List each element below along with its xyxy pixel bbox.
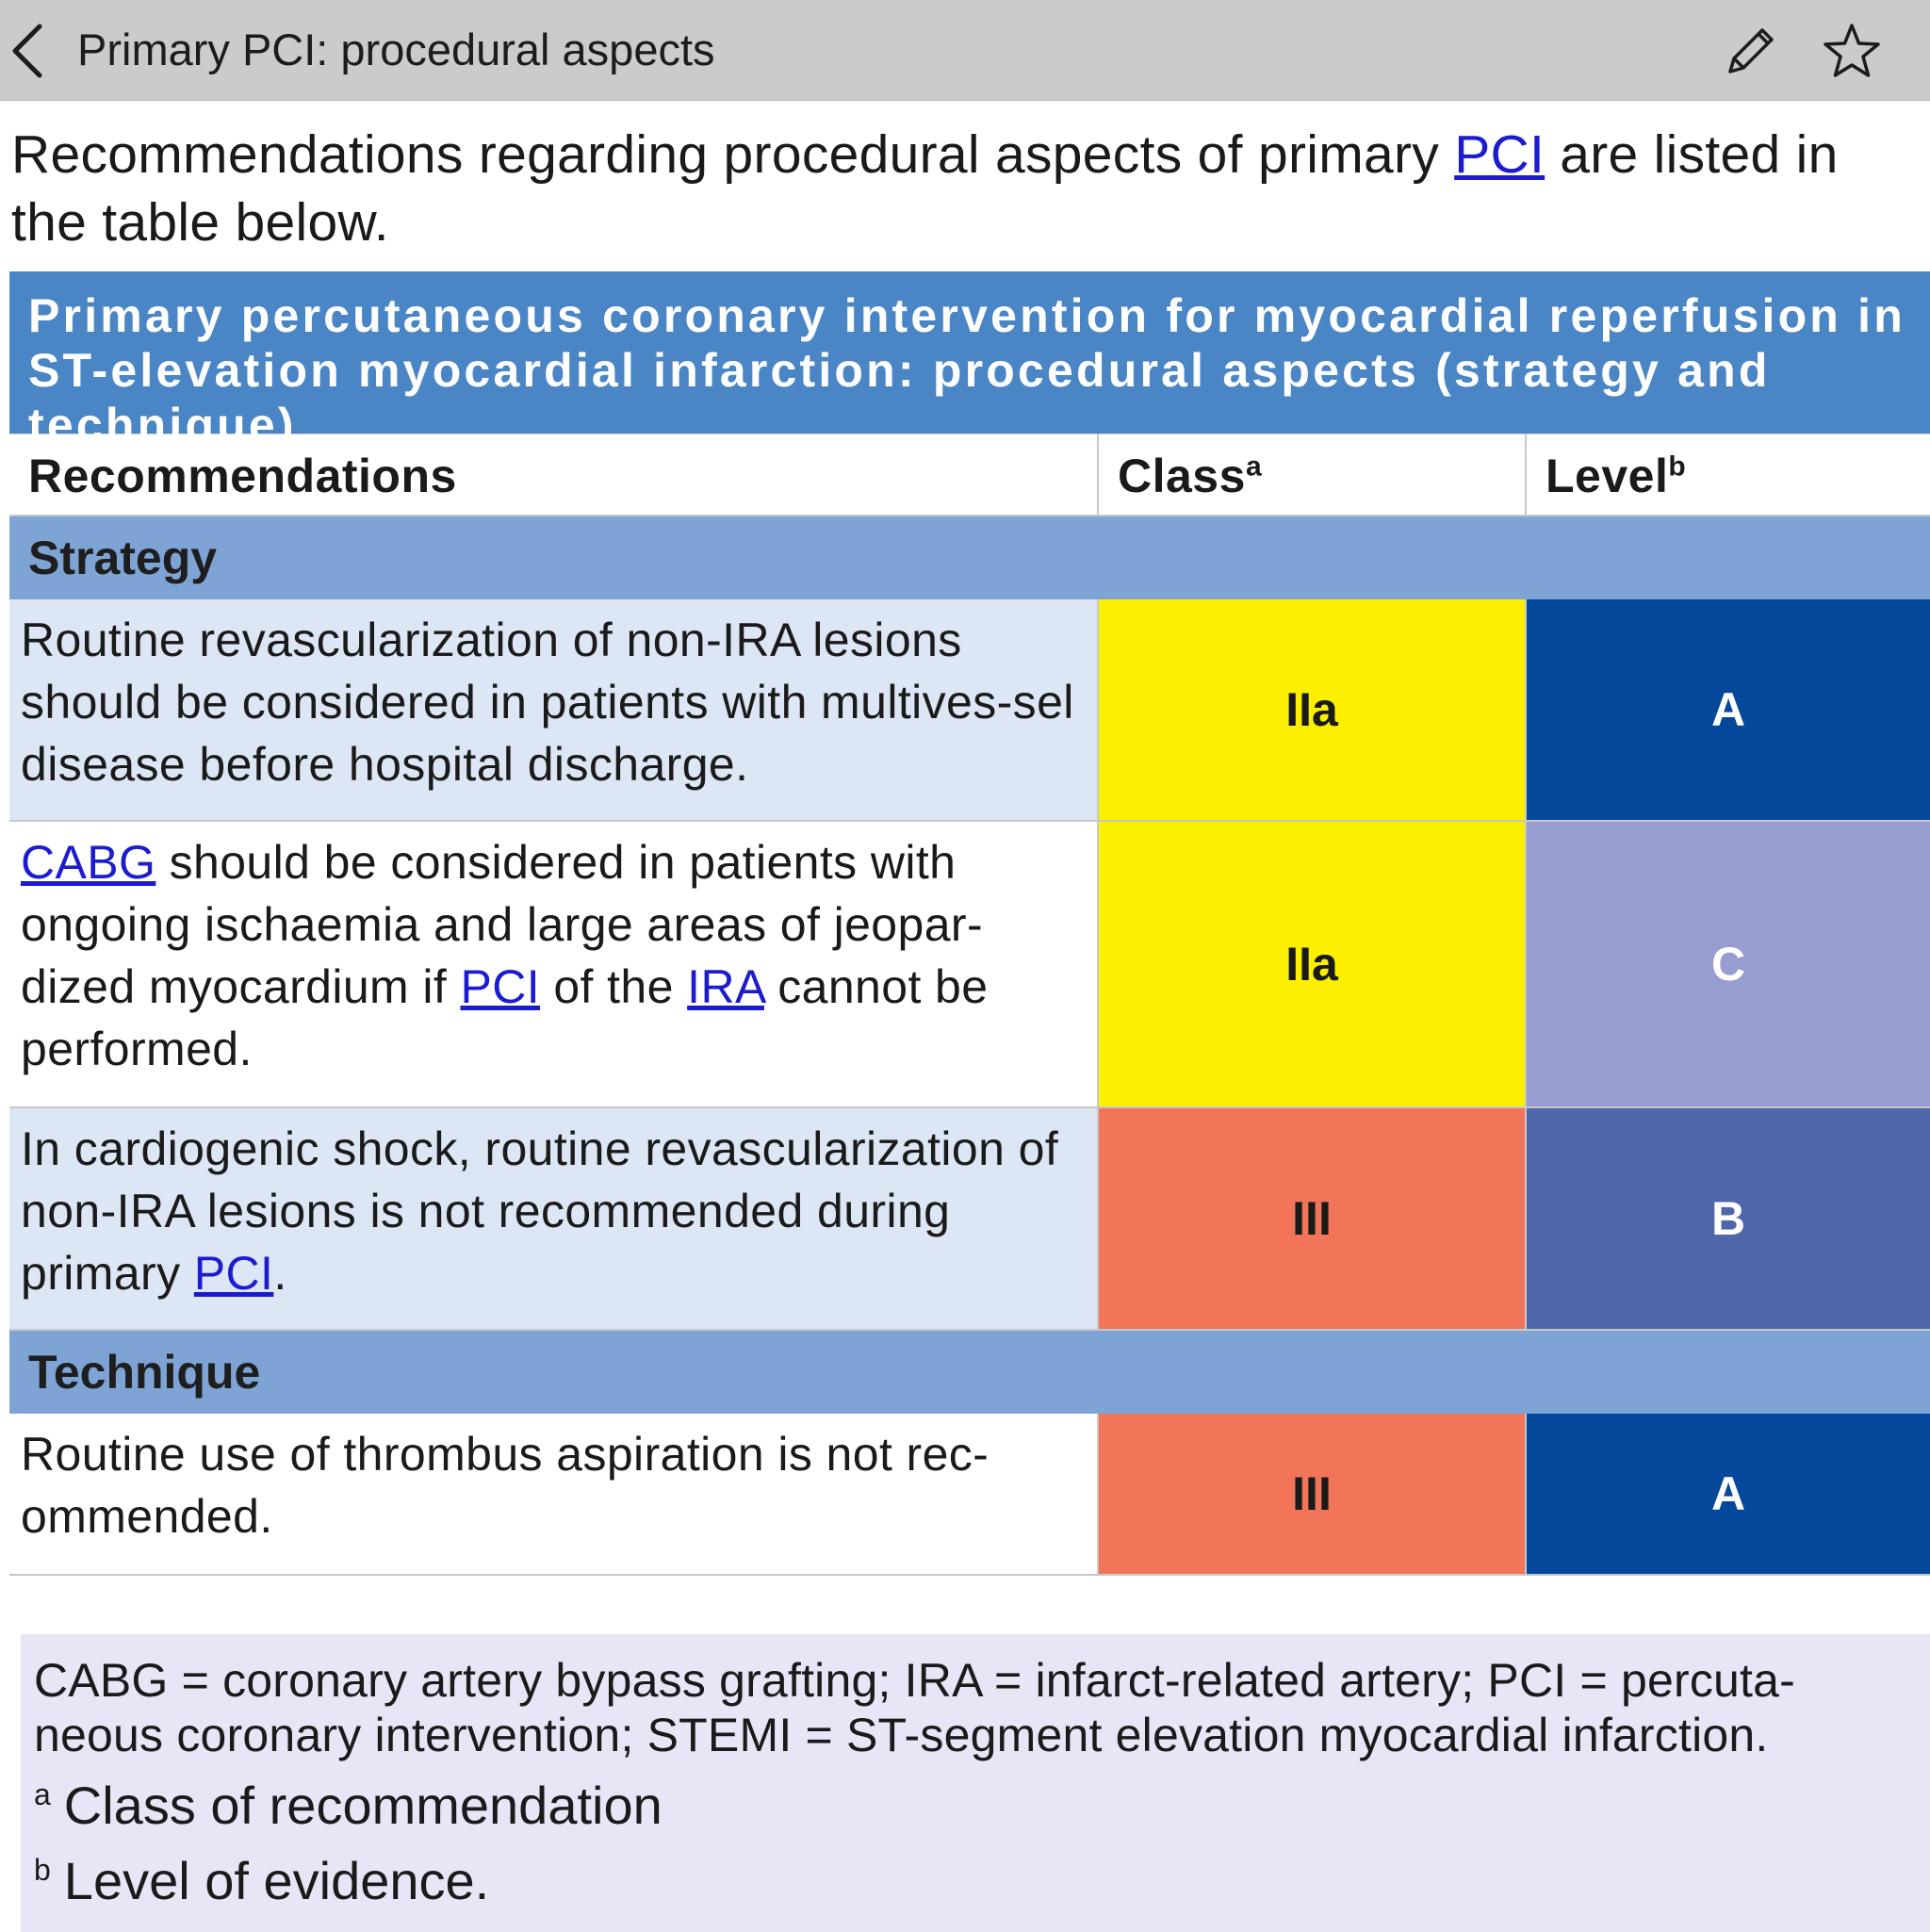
pci-link[interactable]: PCI [1454,124,1546,185]
pencil-icon[interactable] [1721,23,1779,81]
footnote-mark: a [34,1777,51,1812]
table-row [9,599,1930,822]
recommendation-text: Routine use of thrombus aspiration is not rec-ommended. [21,1428,990,1543]
intro-text-end: are listed in the table below. [11,124,1839,253]
section-strategy: Strategy [9,516,1930,599]
ira-link[interactable]: IRA [687,960,764,1013]
recommendation-text-part: cannot be performed. [21,960,989,1075]
level-badge: C [1525,822,1930,1106]
footnote-mark: b [34,1853,51,1888]
section-technique: Technique [9,1331,1930,1414]
cabg-link[interactable]: CABG [21,836,156,889]
footnote-level [34,1843,1915,1919]
intro-text: Recommendations regarding procedural aspects of primary [11,124,1455,185]
table-header-row [9,434,1930,516]
header-recommendations: Recommendations [28,450,457,502]
abbreviations-note: CABG = coronary artery bypass grafting; IRA = infarct-related artery; PCI = percuta-neous coronary intervention; STEMI = ST-segment elevation myocardial infarction. [34,1654,1795,1761]
star-icon[interactable] [1821,21,1883,83]
navigation-bar [0,0,1930,101]
recommendation-text: Routine revascularization of non-IRA lesions should be considered in patients with multives-sel disease before hospital discharge. [21,614,1074,791]
recommendation-text [9,1108,1097,1329]
recommendation-text-part: should be considered in patients with ongoing ischaemia and large areas of jeopar-dized myocardium if [21,836,984,1013]
header-class-footnote-mark: a [1245,450,1263,483]
footnote-text: Class of recommendation [63,1776,662,1835]
footnote-class [34,1768,1915,1843]
table-title: Primary percutaneous coronary intervention for myocardial reperfusion in ST-elevation myocardial infarction: procedural aspects (strategy and technique) [9,271,1930,434]
class-badge: IIa [1097,822,1525,1106]
page-title: Primary PCI: procedural aspects [77,25,715,74]
footnote-text: Level of evidence. [63,1851,490,1910]
level-badge: A [1525,599,1930,820]
level-badge: B [1525,1108,1930,1329]
header-level [1525,434,1930,515]
pci-link[interactable]: PCI [193,1247,274,1300]
table-row [9,822,1930,1108]
header-class-label: Class [1118,450,1246,502]
class-badge: III [1097,1414,1525,1574]
table-row [9,1108,1930,1331]
recommendation-text [9,822,1097,1106]
class-badge: IIa [1097,599,1525,820]
header-class [1097,434,1525,515]
level-badge: A [1525,1414,1930,1574]
header-level-label: Level [1546,450,1669,502]
class-badge: III [1097,1108,1525,1329]
recommendation-text-part: In cardiogenic shock, routine revascularization of non-IRA lesions is not recommended during primary [21,1122,1059,1300]
chevron-left-icon[interactable] [8,21,49,81]
recommendation-text-part: of the [540,960,688,1013]
table-row [9,1414,1930,1576]
table-notes [21,1634,1930,1932]
pci-link[interactable]: PCI [460,960,541,1013]
header-level-footnote-mark: b [1668,450,1687,483]
recommendations-table [9,271,1930,1576]
recommendation-text-part: . [273,1247,287,1300]
intro-paragraph [11,121,1915,256]
